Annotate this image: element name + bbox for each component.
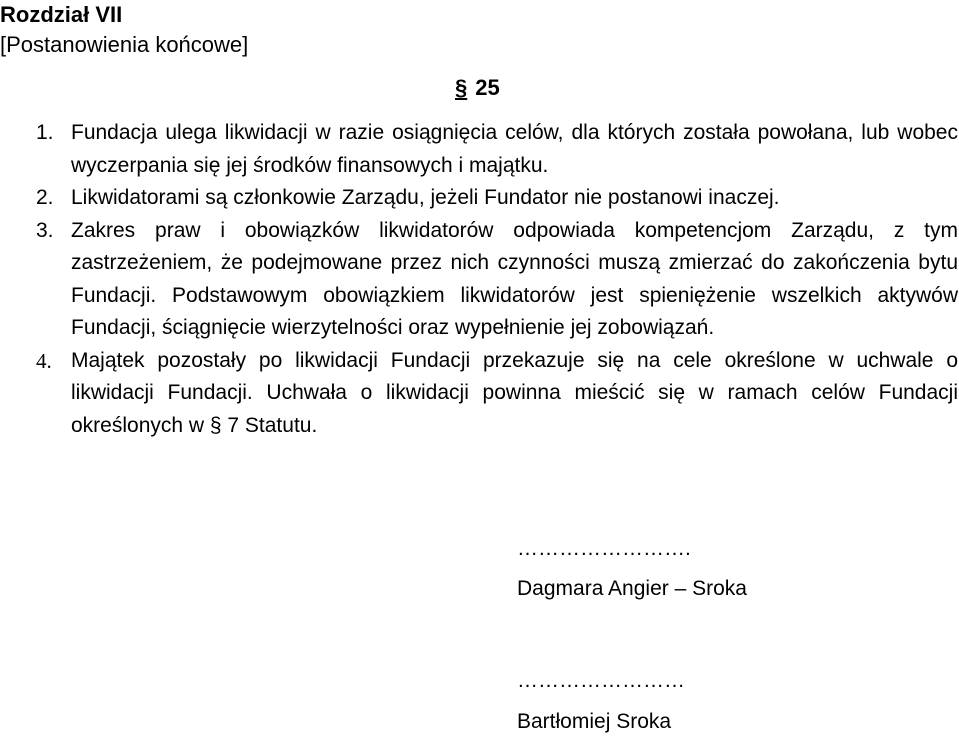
- provision-text: Likwidatorami są członkowie Zarządu, jeżeli Fundator nie postanowi inaczej.: [71, 186, 780, 209]
- provision-text: Majątek pozostały po likwidacji Fundacji przekazuje się na cele określone w uchwale o likwidacji Fundacji. Uchwała o likwidacji powinna mieścić się w ramach celów Fundacji określonych w § 7 Statutu.: [71, 348, 958, 437]
- chapter-subtitle: [Postanowienia końcowe]: [0, 32, 249, 57]
- provision-text: Zakres praw i obowiązków likwidatorów odpowiada kompetencjom Zarządu, z tym zastrzeżeniem, że podejmowane przez nich czynności muszą zmierzać do zakończenia bytu Fundacji. Podstawowym obowiązkiem likwidatorów jest spieniężenie wszelkich aktywów Fundacji, ściągnięcie wierzytelności oraz wypełnienie jej zobowiązań.: [71, 218, 958, 339]
- signature-line: …………………….: [517, 537, 691, 560]
- provision-item: [0, 215, 958, 345]
- provision-number: 1.: [36, 121, 54, 144]
- section-sign: §: [455, 75, 468, 100]
- provision-number: 4.: [36, 348, 52, 373]
- provision-item: [0, 117, 958, 182]
- section-heading: [455, 74, 500, 102]
- provision-item: [0, 182, 958, 215]
- provision-item: [0, 345, 958, 443]
- section-number: 25: [475, 75, 500, 100]
- signature-line: ……………………: [517, 669, 685, 692]
- chapter-title: Rozdział VII: [0, 2, 123, 27]
- provision-list: [0, 117, 958, 442]
- provision-number: 3.: [36, 218, 54, 242]
- signatory-name: Bartłomiej Sroka: [517, 710, 672, 733]
- signatory-name: Dagmara Angier – Sroka: [517, 577, 747, 600]
- provision-number: 2.: [36, 186, 54, 209]
- provision-text: Fundacja ulega likwidacji w razie osiągnięcia celów, dla których została powołana, lub wobec wyczerpania się jej środków finansowych i majątku.: [71, 121, 958, 177]
